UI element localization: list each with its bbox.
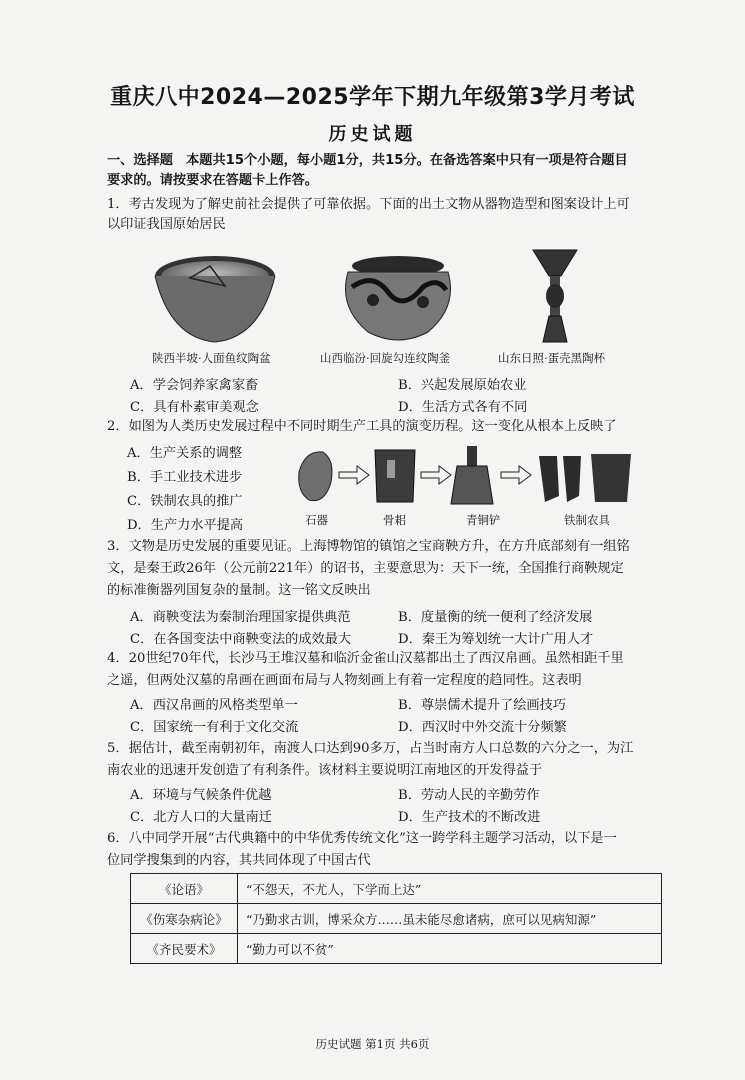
q2-option-c: C．铁制农具的推广 bbox=[127, 494, 243, 509]
q4-option-c: C．国家统一有利于文化交流 bbox=[130, 720, 299, 735]
q6-stem-2: 位同学搜集到的内容，其共同体现了中国古代 bbox=[107, 853, 371, 868]
book-quote: “勤力可以不贫” bbox=[238, 934, 662, 964]
tool-label-stone: 石器 bbox=[305, 513, 328, 527]
arrow-right-icon bbox=[421, 466, 451, 484]
q6-stem-1: 6．八中同学开展“古代典籍中的中华优秀传统文化”这一跨学科主题学习活动，以下是一 bbox=[107, 831, 617, 846]
exam-subtitle: 历史试题 bbox=[328, 124, 417, 145]
q2-option-a: A．生产关系的调整 bbox=[127, 446, 243, 461]
q4-stem-1: 4．20世纪70年代，长沙马王堆汉墓和临沂金雀山汉墓都出土了西汉帛画。虽然相距千里 bbox=[107, 651, 624, 666]
section-instructions-1: 一、选择题 本题共15个小题，每小题1分，共15分。在备选答案中只有一项是符合题目 bbox=[107, 153, 628, 168]
q4-stem-2: 之遥，但两处汉墓的帛画在画面布局与人物刻画上有着一定程度的趋同性。这表明 bbox=[107, 673, 582, 688]
q4-option-b: B．尊崇儒术提升了绘画技巧 bbox=[398, 698, 566, 713]
tool-label-bronze: 青铜铲 bbox=[466, 513, 501, 527]
table-row bbox=[131, 934, 662, 964]
section-instructions-2: 要求的。请按要求在答题卡上作答。 bbox=[107, 173, 318, 188]
q1-stem-1: 1．考古发现为了解史前社会提供了可靠依据。下面的出土文物从器物造型和图案设计上可 bbox=[107, 197, 630, 212]
q5-option-c: C．北方人口的大量南迁 bbox=[130, 810, 272, 825]
stone-tool-icon bbox=[299, 452, 332, 501]
q4-option-a: A．西汉帛画的风格类型单一 bbox=[130, 698, 298, 713]
q4-option-d: D．西汉时中外交流十分频繁 bbox=[398, 720, 567, 735]
book-quote: “不怨天，不尤人，下学而上达” bbox=[238, 874, 662, 904]
spiral-pattern-pottery-cauldron-icon bbox=[338, 252, 458, 348]
q3-option-c: C．在各国变法中商鞅变法的成效最大 bbox=[130, 632, 352, 647]
tool-evolution-figure bbox=[295, 442, 640, 512]
book-title: 《齐民要术》 bbox=[131, 934, 238, 964]
book-title: 《伤寒杂病论》 bbox=[131, 904, 238, 934]
q3-stem-1: 3．文物是历史发展的重要见证。上海博物馆的镇馆之宝商鞅方升，在方升底部刻有一组铭 bbox=[107, 539, 630, 554]
tool-label-bone: 骨耜 bbox=[383, 513, 406, 527]
image-caption-1: 陕西半坡·人面鱼纹陶盆 bbox=[152, 351, 271, 365]
q5-stem-1: 5．据估计，截至南朝初年，南渡人口达到90多万，占当时南方人口总数的六分之一，为江 bbox=[107, 741, 634, 756]
arrow-right-icon bbox=[501, 466, 531, 484]
table-row bbox=[131, 874, 662, 904]
q1-option-b: B．兴起发展原始农业 bbox=[398, 378, 527, 393]
q1-stem-2: 以印证我国原始居民 bbox=[107, 217, 226, 232]
table-row bbox=[131, 904, 662, 934]
exam-title: 重庆八中2024—2025学年下期九年级第3学月考试 bbox=[110, 85, 635, 110]
arrow-right-icon bbox=[339, 466, 369, 484]
image-caption-2: 山西临汾·回旋勾连纹陶釜 bbox=[320, 351, 451, 365]
book-quote: “乃勤求古训，博采众方……虽未能尽愈诸病，庶可以见病知源” bbox=[238, 904, 662, 934]
q2-stem: 2．如图为人类历史发展过程中不同时期生产工具的演变历程。这一变化从根本上反映了 bbox=[107, 419, 617, 434]
fish-face-pottery-basin-icon bbox=[150, 248, 280, 348]
image-caption-3: 山东日照·蛋壳黑陶杯 bbox=[498, 351, 606, 365]
q5-option-b: B．劳动人民的辛勤劳作 bbox=[398, 788, 540, 803]
book-title: 《论语》 bbox=[131, 874, 238, 904]
eggshell-black-pottery-cup-icon bbox=[525, 246, 585, 350]
bone-spade-icon bbox=[375, 450, 415, 502]
q6-source-table bbox=[130, 873, 662, 964]
iron-farm-tools-icon bbox=[539, 454, 631, 502]
q3-stem-2: 文，是秦王政26年（公元前221年）的诏书，主要意思为：天下一统，全国推行商鞅规定 bbox=[107, 561, 624, 576]
q5-option-d: D．生产技术的不断改进 bbox=[398, 810, 541, 825]
q3-option-a: A．商鞅变法为秦制治理国家提供典范 bbox=[130, 610, 351, 625]
q5-option-a: A．环境与气候条件优越 bbox=[130, 788, 272, 803]
q1-option-a: A．学会饲养家禽家畜 bbox=[130, 378, 259, 393]
q2-option-b: B．手工业技术进步 bbox=[127, 470, 243, 485]
q2-option-d: D．生产力水平提高 bbox=[127, 518, 244, 533]
bronze-shovel-icon bbox=[451, 446, 493, 504]
q5-stem-2: 南农业的迅速开发创造了有利条件。该材料主要说明江南地区的开发得益于 bbox=[107, 763, 543, 778]
q3-option-d: D．秦王为筹划统一大计广用人才 bbox=[398, 632, 594, 647]
q1-option-d: D．生活方式各有不同 bbox=[398, 400, 528, 415]
q3-stem-3: 的标准衡器列国复杂的量制。这一铭文反映出 bbox=[107, 583, 371, 598]
q1-option-c: C．具有朴素审美观念 bbox=[130, 400, 259, 415]
tool-label-iron: 铁制农具 bbox=[564, 513, 610, 527]
q3-option-b: B．度量衡的统一便利了经济发展 bbox=[398, 610, 593, 625]
page-footer: 历史试题 第1页 共6页 bbox=[315, 1037, 430, 1051]
